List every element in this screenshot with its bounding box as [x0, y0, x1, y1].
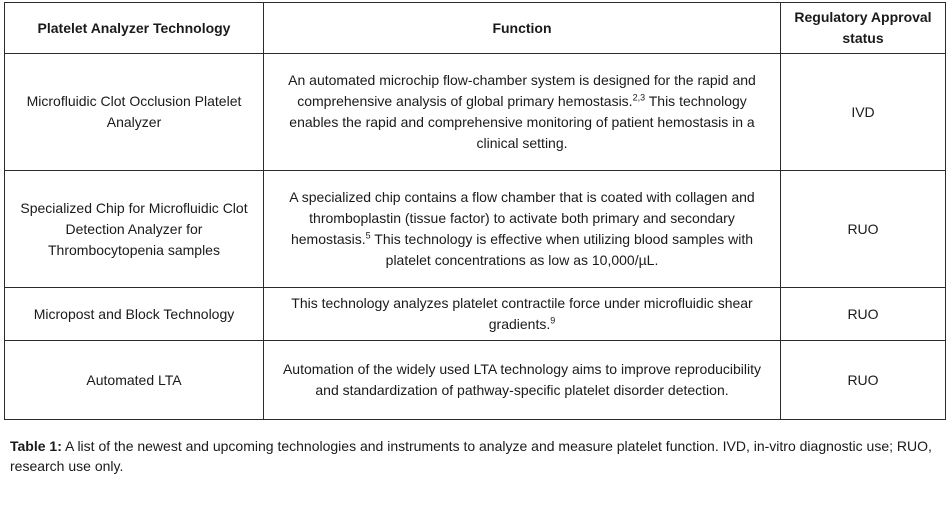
reference-superscript: 5: [365, 230, 371, 241]
table-row: [5, 341, 946, 420]
header-function: Function: [264, 3, 781, 54]
technology-cell: Microfluidic Clot Occlusion Platelet Analyzer: [5, 54, 264, 171]
reference-superscript: 9: [550, 315, 556, 326]
technology-cell: Automated LTA: [5, 341, 264, 420]
function-text-continued: This technology enables the rapid and comprehensive monitoring of patient hemostasis in a clinical setting.: [289, 93, 755, 151]
table-row: [5, 171, 946, 288]
function-text: This technology analyzes platelet contractile force under microfluidic shear gradients.: [291, 295, 753, 332]
status-cell: RUO: [781, 288, 946, 341]
table-row: [5, 288, 946, 341]
table-row: [5, 54, 946, 171]
technology-cell: Specialized Chip for Microfluidic Clot Detection Analyzer for Thrombocytopenia samples: [5, 171, 264, 288]
status-cell: RUO: [781, 341, 946, 420]
status-cell: RUO: [781, 171, 946, 288]
header-regulatory-status: Regulatory Approval status: [781, 3, 946, 54]
function-cell: [264, 341, 781, 420]
function-cell: [264, 171, 781, 288]
table-header-row: [5, 3, 946, 54]
platelet-technology-table: [4, 2, 946, 420]
caption-label: Table 1:: [10, 438, 62, 454]
status-cell: IVD: [781, 54, 946, 171]
function-text: A specialized chip contains a flow chamber that is coated with collagen and thromboplastin (tissue factor) to activate both primary and secondary hemostasis.: [289, 189, 755, 247]
function-cell: [264, 54, 781, 171]
function-cell: [264, 288, 781, 341]
caption-text: A list of the newest and upcoming technologies and instruments to analyze and measure platelet function. IVD, in-vitro diagnostic use; RUO, research use only.: [10, 438, 932, 474]
function-text-continued: This technology is effective when utilizing blood samples with platelet concentrations as low as 10,000/µL.: [370, 231, 754, 268]
technology-cell: Micropost and Block Technology: [5, 288, 264, 341]
table-caption: [10, 436, 940, 476]
reference-superscript: 2,3: [632, 92, 646, 103]
function-text: An automated microchip flow-chamber system is designed for the rapid and comprehensive analysis of global primary hemostasis.: [288, 72, 756, 109]
header-technology: Platelet Analyzer Technology: [5, 3, 264, 54]
function-text: Automation of the widely used LTA technology aims to improve reproducibility and standardization of pathway-specific platelet disorder detection.: [282, 361, 762, 398]
